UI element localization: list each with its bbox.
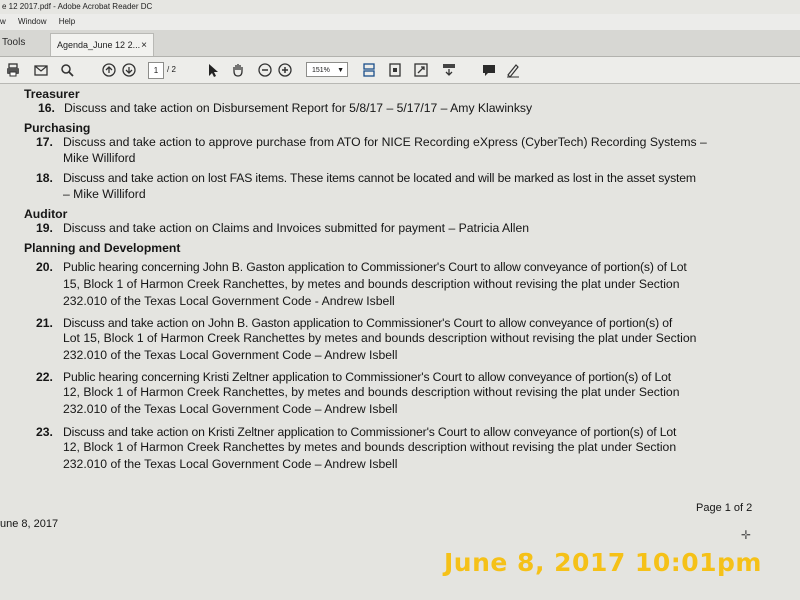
email-icon[interactable]	[32, 61, 50, 79]
tab-document-label: Agenda_June 12 2...	[57, 40, 141, 50]
fit-page-icon[interactable]	[386, 61, 404, 79]
menu-item-window[interactable]: Window	[18, 17, 47, 26]
section-heading-auditor: Auditor	[24, 207, 68, 221]
zoom-out-icon[interactable]	[256, 61, 274, 79]
sign-icon[interactable]	[504, 61, 522, 79]
agenda-item-text: Discuss and take action on Kristi Zeltner application to Commissioner's Court to allow conveyance of portion(s) of Lot	[63, 425, 677, 439]
menu-bar	[0, 14, 800, 30]
item-number: 18.	[36, 171, 53, 185]
window-titlebar	[0, 0, 800, 14]
scroll-mode-icon[interactable]	[360, 61, 378, 79]
item-number: 22.	[36, 370, 53, 384]
agenda-item-continuation: 232.010 of the Texas Local Government Code – Andrew Isbell	[63, 348, 398, 362]
section-heading-treasurer: Treasurer	[24, 87, 80, 101]
footer-page-number: Page 1 of 2	[696, 502, 753, 514]
read-mode-icon[interactable]	[440, 61, 458, 79]
agenda-item-text: Public hearing concerning Kristi Zeltner application to Commissioner's Court to allow conveyance of portion(s) of Lot	[63, 370, 671, 384]
page-up-icon[interactable]	[100, 61, 118, 79]
photo-timestamp-overlay: June 8, 2017 10:01pm	[444, 548, 762, 577]
page-number-input[interactable]: 1	[148, 62, 164, 79]
zoom-in-icon[interactable]	[276, 61, 294, 79]
print-icon[interactable]	[4, 61, 22, 79]
agenda-item-text: Discuss and take action on lost FAS items. These items cannot be located and will be marked as lost in the asset system	[63, 171, 696, 185]
chevron-down-icon: ▼	[337, 67, 344, 74]
close-tab-icon[interactable]: ×	[141, 40, 147, 51]
item-number: 19.	[36, 221, 53, 235]
agenda-item-text: Discuss and take action on Claims and Invoices submitted for payment – Patricia Allen	[63, 221, 530, 235]
search-icon[interactable]	[58, 61, 76, 79]
menu-item-help[interactable]: Help	[58, 17, 76, 26]
zoom-select[interactable]	[306, 62, 348, 77]
agenda-item-continuation: Mike Williford	[63, 151, 136, 165]
agenda-item-continuation: 232.010 of the Texas Local Government Code – Andrew Isbell	[63, 402, 398, 416]
item-number: 20.	[36, 260, 53, 274]
agenda-item-text: Discuss and take action on Disbursement Report for 5/8/17 – 5/17/17 – Amy Klawinksy	[64, 101, 533, 115]
toolbar	[0, 57, 800, 84]
hand-icon[interactable]	[229, 61, 247, 79]
tab-document[interactable]	[50, 33, 154, 56]
item-number: 21.	[36, 316, 53, 330]
comment-icon[interactable]	[480, 61, 498, 79]
page-total-label: / 2	[167, 65, 176, 74]
tab-tools[interactable]: Tools	[2, 37, 26, 48]
agenda-item-continuation: 15, Block 1 of Harmon Creek Ranchettes, by metes and bounds description without revising the plat under Section	[63, 277, 680, 291]
agenda-item-continuation: 232.010 of the Texas Local Government Code – Andrew Isbell	[63, 457, 398, 471]
footer-date: une 8, 2017	[0, 518, 59, 530]
document-view[interactable]	[0, 84, 800, 600]
full-screen-icon[interactable]	[412, 61, 430, 79]
agenda-item-continuation: – Mike Williford	[63, 187, 146, 201]
agenda-item-continuation: 12, Block 1 of Harmon Creek Ranchettes, by metes and bounds description without revising the plat under Section	[63, 385, 680, 399]
crosshair-cursor-icon: ✛	[741, 528, 752, 542]
window-title: e 12 2017.pdf - Adobe Acrobat Reader DC	[2, 2, 153, 11]
item-number: 17.	[36, 135, 53, 149]
zoom-value: 151%	[312, 67, 330, 74]
section-heading-purchasing: Purchasing	[24, 121, 91, 135]
section-heading-planning: Planning and Development	[24, 241, 181, 255]
agenda-item-text: Discuss and take action on John B. Gaston application to Commissioner's Court to allow conveyance of portion(s) of	[63, 316, 673, 330]
agenda-item-continuation: 232.010 of the Texas Local Government Code - Andrew Isbell	[63, 294, 395, 308]
item-number: 23.	[36, 425, 53, 439]
agenda-item-continuation: 12, Block 1 of Harmon Creek Ranchettes by metes and bounds description without revising the plat under Section	[63, 440, 677, 454]
agenda-item-text: Discuss and take action to approve purchase from ATO for NICE Recording eXpress (CyberTech) Recording Systems –	[63, 135, 707, 149]
agenda-item-text: Public hearing concerning John B. Gaston application to Commissioner's Court to allow conveyance of portion(s) of Lot	[63, 260, 687, 274]
item-number: 16.	[38, 101, 55, 115]
document-page	[0, 84, 800, 600]
menu-item-view[interactable]: w	[0, 17, 6, 26]
page-down-icon[interactable]	[120, 61, 138, 79]
select-cursor-icon[interactable]	[204, 61, 222, 79]
tab-bar	[0, 30, 800, 57]
agenda-item-continuation: Lot 15, Block 1 of Harmon Creek Ranchettes by metes and bounds description without revising the plat under Section	[63, 331, 697, 345]
